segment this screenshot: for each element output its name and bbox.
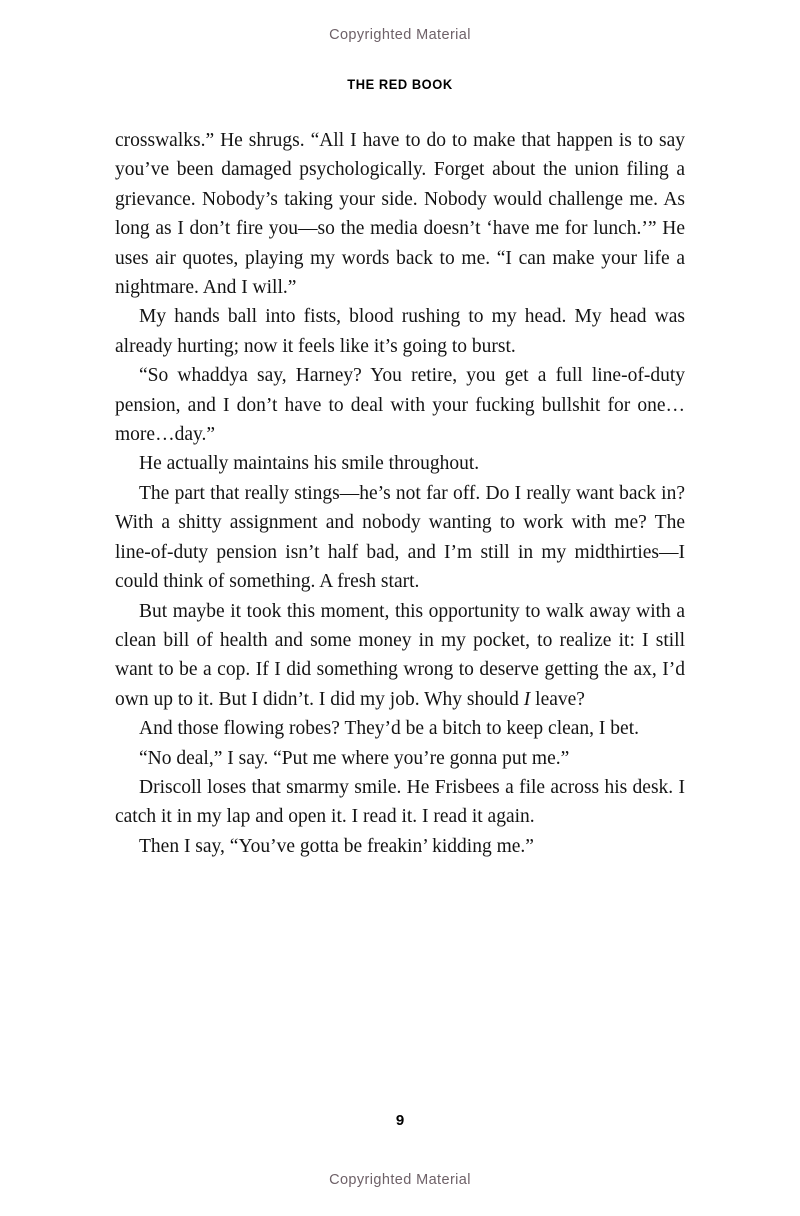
text-run: Driscoll loses that smarmy smile. He Frisbees a file across his desk. I catch it in my lap and open it. I read it. I read it again. <box>115 776 685 828</box>
page-body <box>115 126 685 861</box>
running-head-book-title: THE RED BOOK <box>347 76 453 92</box>
paragraph <box>115 449 685 478</box>
paragraph <box>115 832 685 861</box>
paragraph <box>115 597 685 715</box>
paragraph <box>115 479 685 597</box>
copyright-notice-bottom: Copyrighted Material <box>329 1172 471 1188</box>
text-run: “No deal,” I say. “Put me where you’re gonna put me.” <box>139 747 570 769</box>
page-number: 9 <box>395 1112 405 1129</box>
paragraph <box>115 714 685 743</box>
paragraph <box>115 361 685 449</box>
text-run: And those flowing robes? They’d be a bitch to keep clean, I bet. <box>139 718 639 740</box>
text-run: Then I say, “You’ve gotta be freakin’ kidding me.” <box>139 835 534 857</box>
text-run: crosswalks.” He shrugs. “All I have to do to make that happen is to say you’ve been damaged psychologically. Forget about the union filing a grievance. Nobody’s taking your side. Nobody would challenge me. As long as I don’t fire you—so the media doesn’t ‘have me for lunch.’” He uses air quotes, playing my words back to me. “I can make your life a nightmare. And I will.” <box>115 130 685 299</box>
text-run: The part that really stings—he’s not far off. Do I really want back in? With a shitty assignment and nobody wanting to work with me? The line-of-duty pension isn’t half bad, and I’m still in my midthirties—I could think of something. A fresh start. <box>115 482 685 593</box>
text-run: leave? <box>530 688 585 710</box>
paragraph <box>115 773 685 832</box>
paragraph <box>115 126 685 302</box>
copyright-notice-top: Copyrighted Material <box>329 27 471 43</box>
italic-text-run: I <box>523 688 531 710</box>
text-run: He actually maintains his smile throughout. <box>139 453 480 475</box>
text-run: “So whaddya say, Harney? You retire, you get a full line-of-duty pension, and I don’t have to deal with your fucking bullshit for one…more…day.” <box>115 365 685 446</box>
paragraph <box>115 744 685 773</box>
text-run: But maybe it took this moment, this opportunity to walk away with a clean bill of health and some money in my pocket, to realize it: I still want to be a cop. If I did something wrong to deserve getting the ax, I’d own up to it. But I didn’t. I did my job. Why should <box>115 600 685 710</box>
paragraph <box>115 302 685 361</box>
text-run: My hands ball into fists, blood rushing to my head. My head was already hurting; now it feels like it’s going to burst. <box>115 306 685 357</box>
